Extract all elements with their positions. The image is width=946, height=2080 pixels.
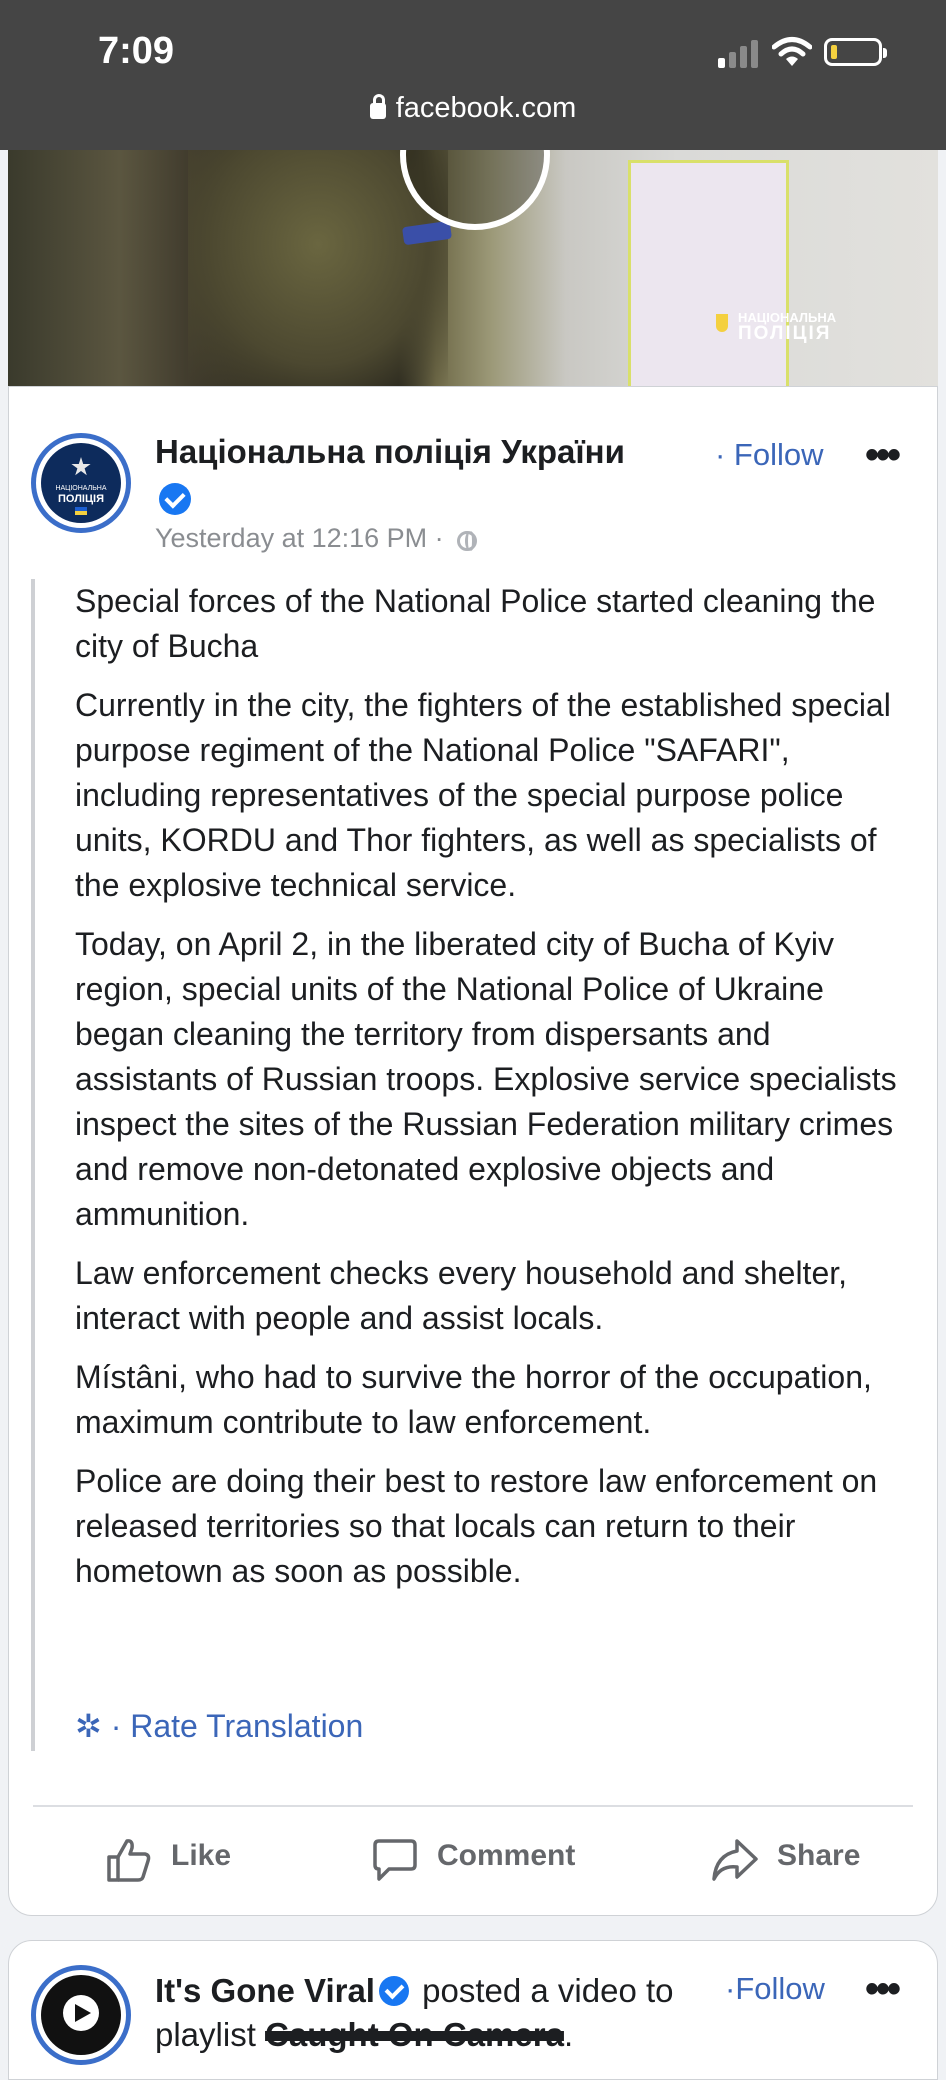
next-post-follow-button[interactable]: ·Follow <box>725 1971 825 2006</box>
avatar-text2: ПОЛІЦІЯ <box>58 493 104 505</box>
next-post-header <box>155 1969 715 2057</box>
rate-translation-link[interactable]: · Rate Translation <box>110 1708 364 1744</box>
next-post-page-name[interactable]: It's Gone Viral <box>155 1972 375 2009</box>
posted-text: posted a video <box>422 1972 637 2009</box>
comment-button[interactable] <box>371 1825 601 1887</box>
avatar-logo <box>41 443 121 523</box>
rate-translation[interactable] <box>75 1707 363 1745</box>
post-timestamp[interactable] <box>155 523 477 554</box>
video-watermark <box>738 310 836 342</box>
video-thumbnail[interactable] <box>8 150 938 386</box>
paragraph: Currently in the city, the fighters of the established special purpose regiment of the National Police "SAFARI", including representatives of the special purpose police units, KORDU and Thor fighters, as well as specialists of the explosive technical service. <box>75 687 891 903</box>
gear-icon[interactable]: ✲ <box>75 1708 102 1744</box>
avatar-text1: НАЦІОНАЛЬНА <box>55 485 107 492</box>
next-post-avatar[interactable] <box>31 1965 131 2065</box>
url-bar[interactable] <box>0 92 946 125</box>
verified-icon <box>159 483 191 515</box>
play-icon <box>63 1995 99 2031</box>
paragraph: Special forces of the National Police started cleaning the city of Bucha <box>75 583 876 664</box>
next-post-more-button[interactable]: ••• <box>865 1967 899 2011</box>
share-label: Share <box>777 1839 861 1872</box>
watermark-line1: НАЦІОНАЛЬНА <box>738 310 837 325</box>
playlist-link[interactable]: Caught On Camera <box>265 2016 564 2053</box>
paragraph: Místâni, who had to survive the horror of the occupation, maximum contribute to law enforcement. <box>75 1359 872 1440</box>
lock-icon <box>370 103 386 119</box>
next-post-card <box>8 1940 938 2080</box>
globe-icon <box>457 531 477 551</box>
status-bar <box>0 0 946 150</box>
verified-icon <box>379 1976 409 2006</box>
timestamp-text: Yesterday at 12:16 PM · <box>155 523 444 553</box>
share-icon <box>711 1837 759 1883</box>
battery-icon <box>824 38 882 66</box>
follow-button[interactable]: · Follow <box>715 437 824 472</box>
watermark-line2: ПОЛІЦІЯ <box>738 323 832 344</box>
url-text: facebook.com <box>395 92 577 124</box>
flag-icon <box>75 507 87 515</box>
paragraph: Police are doing their best to restore law enforcement on released territories so that locals can return to their hometown as soon as possible. <box>75 1463 878 1589</box>
paragraph: Law enforcement checks every household and shelter, interact with people and assist locals. <box>75 1255 848 1336</box>
comment-icon <box>371 1837 419 1883</box>
signal-icon <box>716 40 760 68</box>
video-poster <box>628 160 789 386</box>
post-card <box>8 386 938 1916</box>
divider <box>33 1805 913 1807</box>
page-name[interactable]: Національна поліція України <box>155 433 625 470</box>
share-button[interactable] <box>711 1825 891 1887</box>
trident-icon <box>716 314 728 332</box>
more-options-button[interactable]: ••• <box>865 433 899 477</box>
playlist-prefix: to playlist <box>155 1972 674 2053</box>
wifi-icon <box>772 36 812 68</box>
like-icon <box>105 1837 153 1883</box>
comment-label: Comment <box>437 1839 576 1872</box>
period: . <box>563 2016 574 2053</box>
status-time: 7:09 <box>98 30 175 72</box>
avatar[interactable] <box>31 433 131 533</box>
like-button[interactable] <box>105 1825 265 1887</box>
star-icon <box>71 457 91 477</box>
avatar-logo <box>41 1975 121 2055</box>
translated-text <box>31 579 925 1751</box>
like-label: Like <box>171 1839 232 1872</box>
paragraph: Today, on April 2, in the liberated city of Bucha of Kyiv region, special units of the National Police of Ukraine began cleaning the territory from dispersants and assistants of Russian troops. Explosive service specialists inspect the sites of the Russian Federation military crimes and remove non-detonated explosive objects and ammunition. <box>75 926 897 1232</box>
